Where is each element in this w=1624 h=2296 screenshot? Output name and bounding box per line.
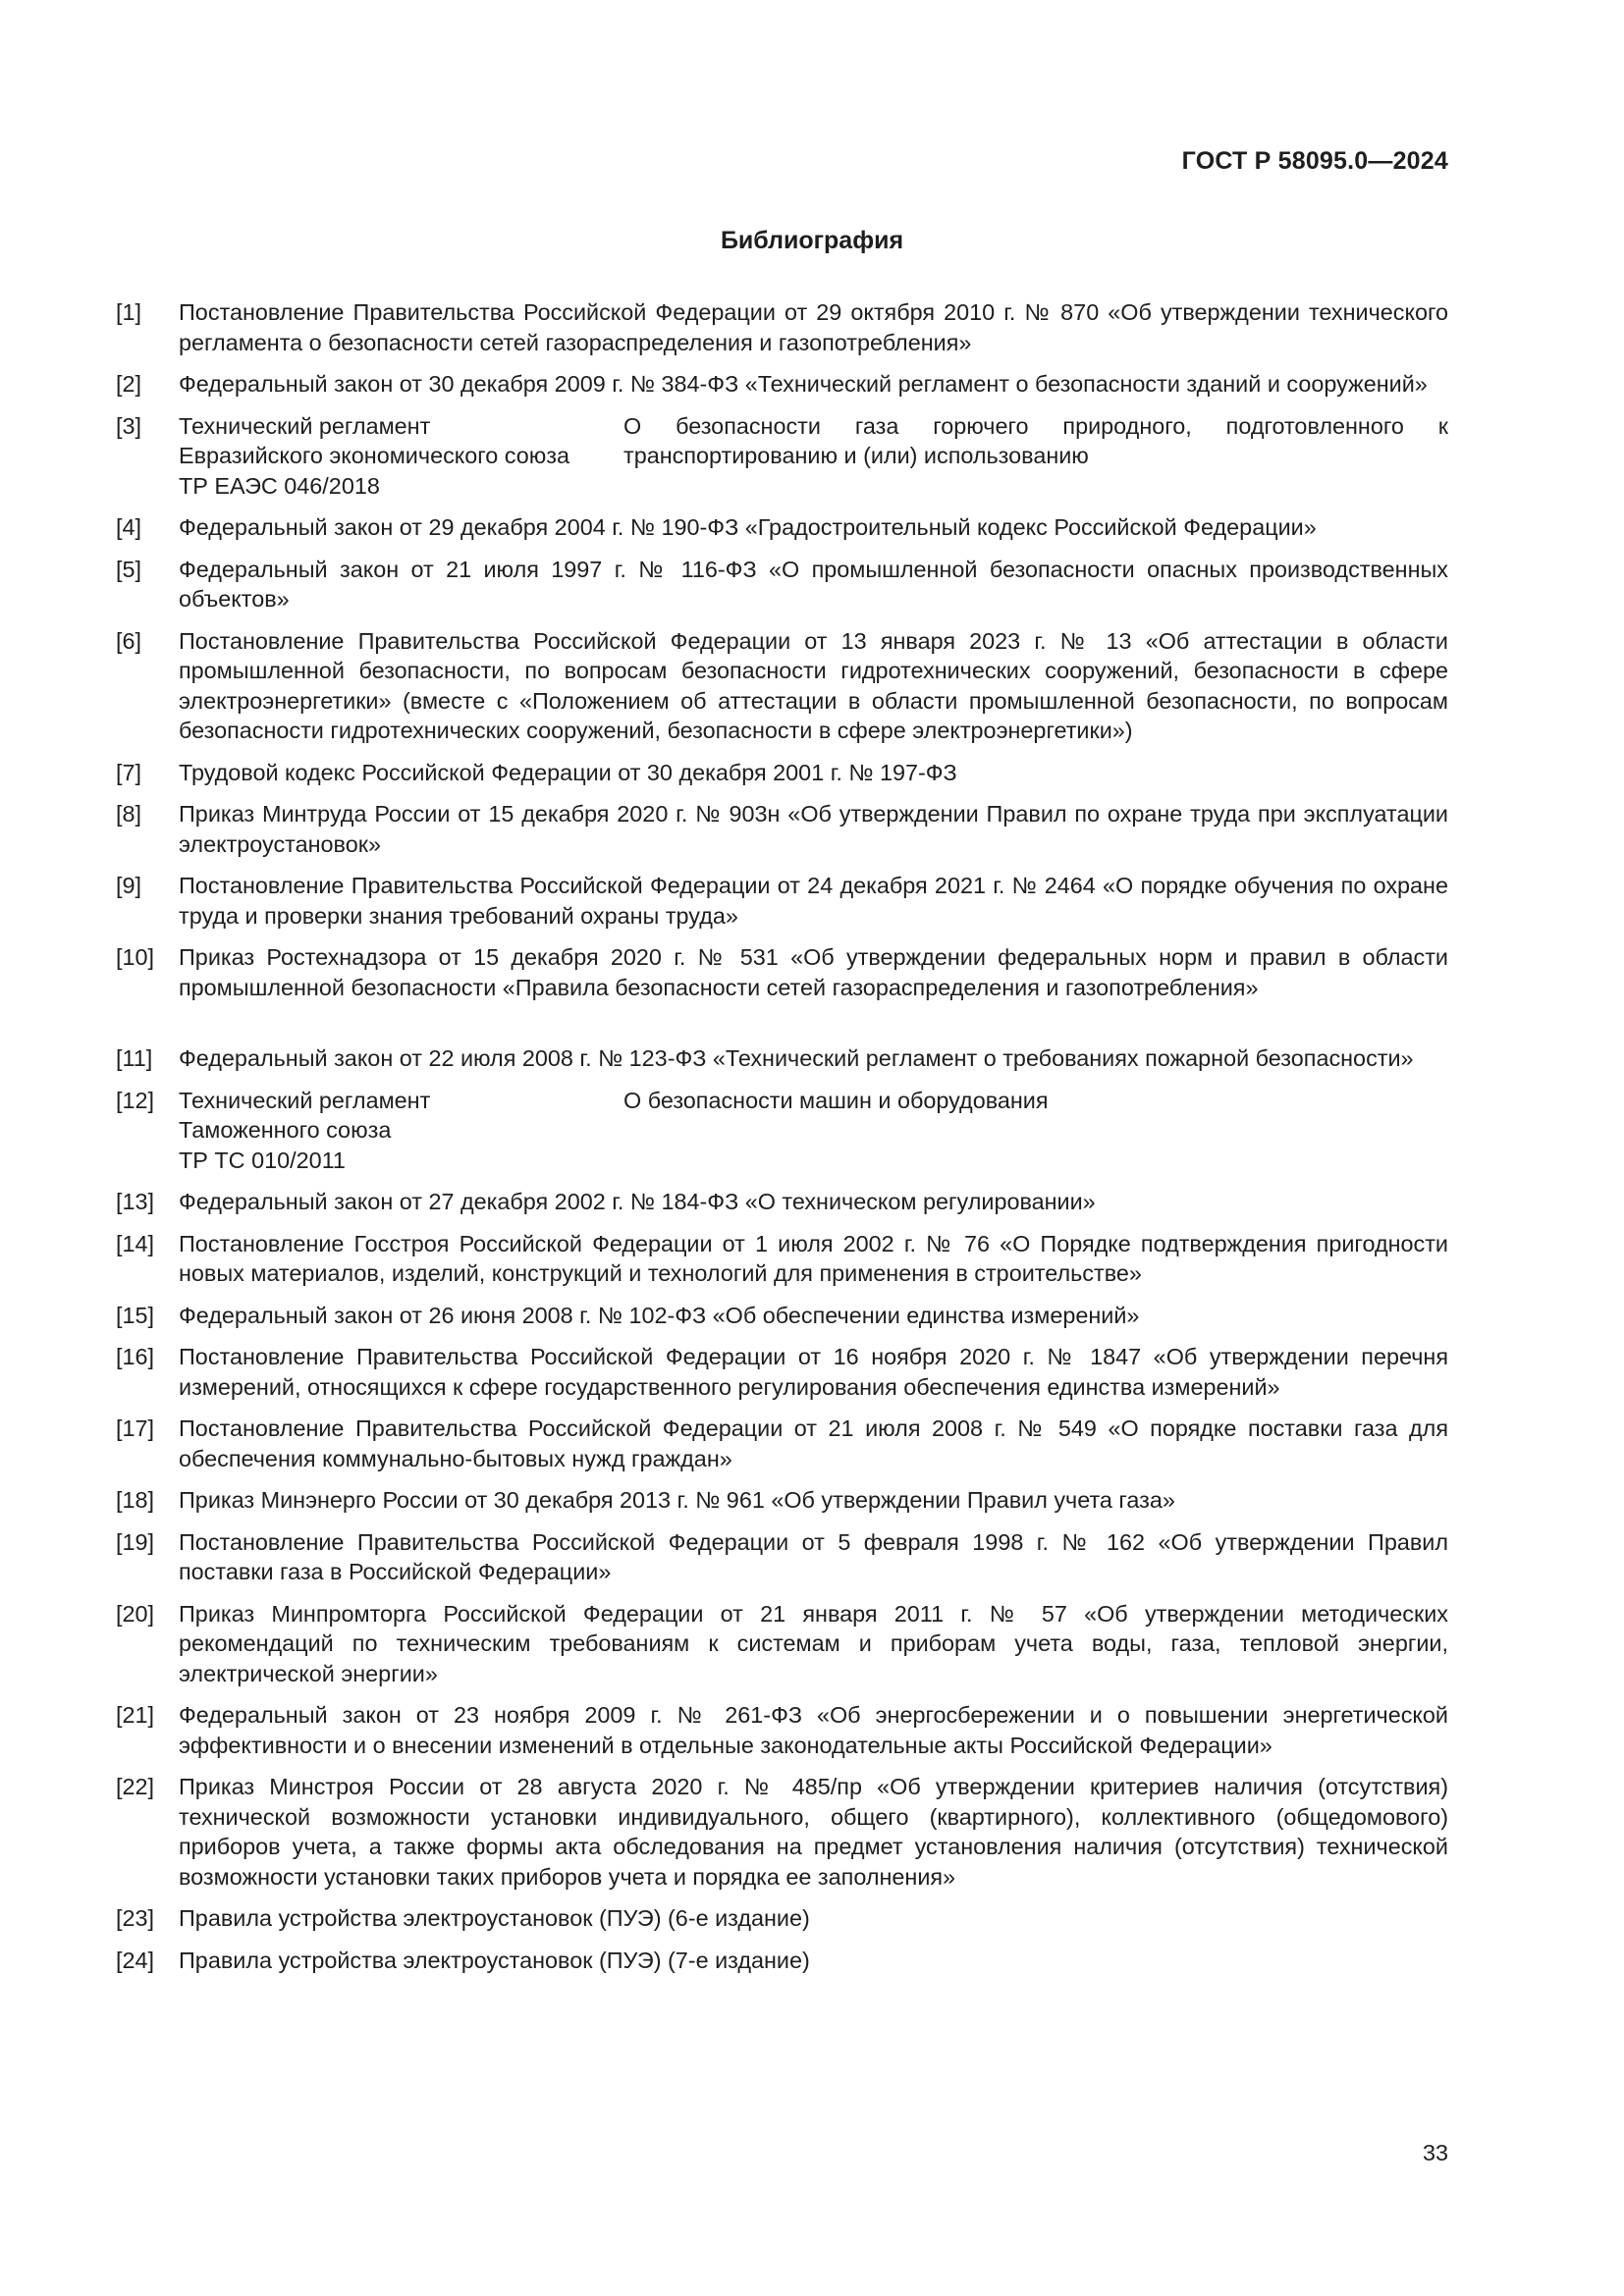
entry-number: [21] bbox=[116, 1702, 155, 1728]
entry-text: Правила устройства электроустановок (ПУЭ) (7-е издание) bbox=[179, 1947, 810, 1973]
bibliography-entry bbox=[116, 1301, 1448, 1331]
section-title: Библиография bbox=[720, 227, 904, 254]
entry-document-title: О безопасности газа горючего природного, подготовленного к транспортированию и (или) использованию bbox=[623, 412, 1448, 468]
bibliography-entry bbox=[116, 758, 1448, 788]
entry-number: [16] bbox=[116, 1344, 155, 1369]
entry-number: [23] bbox=[116, 1905, 155, 1931]
entry-text: Приказ Минэнерго России от 30 декабря 2013 г. № 961 «Об утверждении Правил учета газа» bbox=[179, 1487, 1175, 1513]
bibliography-entry bbox=[116, 411, 1448, 502]
entry-number: [17] bbox=[116, 1415, 155, 1441]
entry-split bbox=[179, 1086, 1448, 1176]
bibliography-entry bbox=[116, 1229, 1448, 1289]
entry-number: [13] bbox=[116, 1189, 155, 1214]
entry-text: Федеральный закон от 21 июля 1997 г. № 116-ФЗ «О промышленной безопасности опасных производственных объектов» bbox=[179, 556, 1448, 612]
entry-text: Постановление Правительства Российской Федерации от 13 января 2023 г. № 13 «Об аттестации в области промышленной безопасности, по вопросам безопасности гидротехнических сооружений, безопасности в сфере электроэнергетики» (вместе с «Положением об аттестации в области промышленной безопасности, по вопросам безопасности гидротехнических сооружений, безопасности в сфере электроэнергетики») bbox=[179, 627, 1448, 743]
entry-number: [10] bbox=[116, 944, 155, 970]
document-number: ГОСТ Р 58095.0—2024 bbox=[1181, 147, 1448, 175]
bibliography-entry bbox=[116, 369, 1448, 400]
entry-number: [3] bbox=[116, 412, 142, 439]
bibliography-entry bbox=[116, 871, 1448, 931]
entry-text: Постановление Правительства Российской Федерации от 16 ноября 2020 г. № 1847 «Об утверждении перечня измерений, относящихся к сфере государственного регулирования обеспечения единства измерений» bbox=[179, 1344, 1448, 1400]
entry-text: Постановление Госстроя Российской Федерации от 1 июля 2002 г. № 76 «О Порядке подтверждения пригодности новых материалов, изделий, конструкций и технологий для применения в строительстве» bbox=[179, 1230, 1448, 1286]
entry-text: Федеральный закон от 22 июля 2008 г. № 123-ФЗ «Технический регламент о требованиях пожарной безопасности» bbox=[179, 1045, 1414, 1071]
entry-text: Федеральный закон от 30 декабря 2009 г. № 384-ФЗ «Технический регламент о безопасности зданий и сооружений» bbox=[179, 371, 1428, 397]
bibliography-entry bbox=[116, 942, 1448, 1002]
entry-text: Постановление Правительства Российской Федерации от 29 октября 2010 г. № 870 «Об утверждении технического регламента о безопасности сетей газораспределения и газопотребления» bbox=[179, 299, 1448, 355]
bibliography-entry bbox=[116, 1772, 1448, 1892]
entry-number: [4] bbox=[116, 514, 142, 540]
entry-number: [24] bbox=[116, 1947, 155, 1973]
entry-document-type bbox=[179, 1086, 623, 1176]
bibliography-entry bbox=[116, 297, 1448, 357]
entry-number: [12] bbox=[116, 1087, 155, 1113]
entry-number: [1] bbox=[116, 299, 142, 325]
entry-document-type-line: Технический регламент bbox=[179, 1087, 431, 1113]
bibliography-entry bbox=[116, 1485, 1448, 1516]
bibliography-entry bbox=[116, 1599, 1448, 1689]
entry-document-type-line: ТР ЕАЭС 046/2018 bbox=[179, 472, 380, 499]
entry-split bbox=[179, 411, 1448, 502]
entry-text: Приказ Минстроя России от 28 августа 2020 г. № 485/пр «Об утверждении критериев наличия (отсутствия) технической возможности установки индивидуального, общего (квартирного), коллективного (общедомового) приборов учета, а также формы акта обследования на предмет установления наличия (отсутствия) технической возможности установки таких приборов учета и порядка ее заполнения» bbox=[179, 1774, 1448, 1890]
entry-text: Постановление Правительства Российской Федерации от 24 декабря 2021 г. № 2464 «О порядке обучения по охране труда и проверки знания требований охраны труда» bbox=[179, 873, 1448, 929]
entry-text: Постановление Правительства Российской Федерации от 5 февраля 1998 г. № 162 «Об утверждении Правил поставки газа в Российской Федерации» bbox=[179, 1528, 1448, 1584]
entry-text: Правила устройства электроустановок (ПУЭ) (6-е издание) bbox=[179, 1905, 810, 1931]
entry-number: [9] bbox=[116, 873, 142, 898]
entry-number: [22] bbox=[116, 1774, 155, 1799]
bibliography-entry bbox=[116, 1414, 1448, 1473]
bibliography-entry bbox=[116, 1187, 1448, 1217]
entry-text: Постановление Правительства Российской Федерации от 21 июля 2008 г. № 549 «О порядке поставки газа для обеспечения коммунально-бытовых нужд граждан» bbox=[179, 1415, 1448, 1471]
bibliography-entry bbox=[116, 799, 1448, 859]
entry-number: [2] bbox=[116, 371, 142, 397]
page-number: 33 bbox=[1422, 2140, 1448, 2165]
bibliography-entry bbox=[116, 1043, 1448, 1074]
entry-number: [18] bbox=[116, 1487, 155, 1513]
entry-number: [20] bbox=[116, 1600, 155, 1627]
bibliography-entry bbox=[116, 1342, 1448, 1402]
bibliography-entry bbox=[116, 1946, 1448, 1976]
entry-number: [14] bbox=[116, 1230, 155, 1256]
entry-number: [6] bbox=[116, 627, 142, 654]
entry-document-type-line: ТР ТС 010/2011 bbox=[179, 1147, 346, 1173]
entry-text: Приказ Минпромторга Российской Федерации от 21 января 2011 г. № 57 «Об утверждении методических рекомендаций по техническим требованиям к системам и приборам учета воды, газа, тепловой энергии, электрической энергии» bbox=[179, 1600, 1448, 1686]
entry-text: Федеральный закон от 29 декабря 2004 г. № 190-ФЗ «Градостроительный кодекс Российской Федерации» bbox=[179, 514, 1317, 540]
bibliography-entry bbox=[116, 626, 1448, 746]
entry-number: [5] bbox=[116, 556, 142, 582]
entry-number: [15] bbox=[116, 1302, 155, 1328]
entry-text: Федеральный закон от 26 июня 2008 г. № 102-ФЗ «Об обеспечении единства измерений» bbox=[179, 1302, 1140, 1328]
bibliography-entry bbox=[116, 1086, 1448, 1176]
bibliography-entry bbox=[116, 1527, 1448, 1587]
entry-text: Федеральный закон от 23 ноября 2009 г. № 261-ФЗ «Об энергосбережении и о повышении энергетической эффективности и о внесении изменений в отдельные законодательные акты Российской Федерации» bbox=[179, 1702, 1448, 1758]
entry-document-title: О безопасности машин и оборудования bbox=[623, 1087, 1049, 1113]
entry-number: [8] bbox=[116, 801, 142, 827]
entry-number: [19] bbox=[116, 1528, 155, 1555]
entry-text: Приказ Минтруда России от 15 декабря 2020 г. № 903н «Об утверждении Правил по охране труда при эксплуатации электроустановок» bbox=[179, 801, 1448, 857]
entry-document-type-line: Евразийского экономического союза bbox=[179, 443, 570, 468]
bibliography-entry bbox=[116, 1903, 1448, 1934]
bibliography-entry bbox=[116, 512, 1448, 543]
entry-document-type bbox=[179, 411, 623, 502]
entry-text: Трудовой кодекс Российской Федерации от 30 декабря 2001 г. № 197-ФЗ bbox=[179, 759, 957, 785]
entry-text: Приказ Ростехнадзора от 15 декабря 2020 г. № 531 «Об утверждении федеральных норм и правил в области промышленной безопасности «Правила безопасности сетей газораспределения и газопотребления» bbox=[179, 944, 1448, 1000]
bibliography-entry bbox=[116, 1700, 1448, 1760]
entry-number: [7] bbox=[116, 759, 142, 785]
entry-number: [11] bbox=[116, 1045, 153, 1071]
bibliography-entry bbox=[116, 555, 1448, 614]
bibliography-list bbox=[116, 297, 1448, 1987]
entry-text: Федеральный закон от 27 декабря 2002 г. № 184-ФЗ «О техническом регулировании» bbox=[179, 1189, 1096, 1214]
entry-document-type-line: Таможенного союза bbox=[179, 1117, 392, 1143]
entry-document-type-line: Технический регламент bbox=[179, 412, 431, 439]
